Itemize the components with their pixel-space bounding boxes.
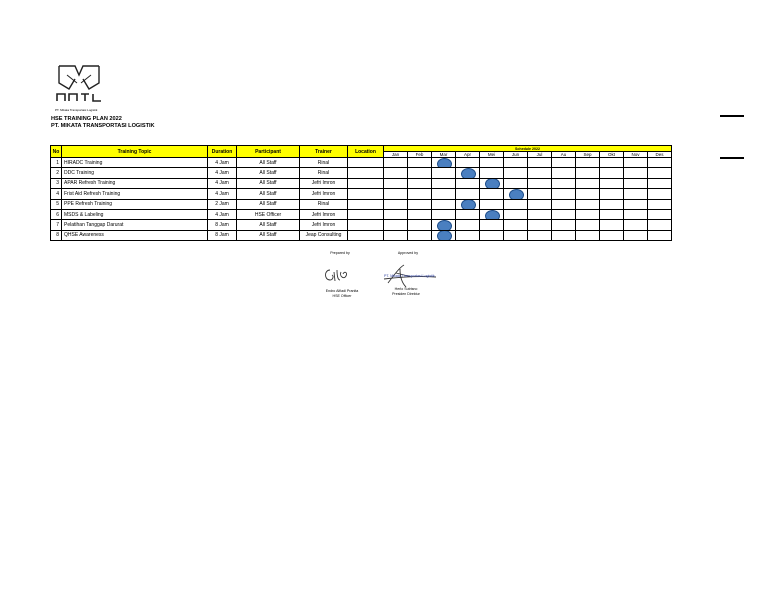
month-cell: [576, 178, 600, 188]
month-cell: [624, 220, 648, 230]
month-cell: [384, 220, 408, 230]
month-cell: [504, 168, 528, 178]
cell-no: 5: [51, 199, 62, 209]
month-cell: [528, 220, 552, 230]
month-cell: [456, 209, 480, 219]
cell-location: [348, 168, 384, 178]
month-cell: [408, 178, 432, 188]
month-cell: [480, 158, 504, 168]
page-edge-line: [720, 157, 744, 159]
table-row: [51, 199, 672, 209]
month-cell: [600, 189, 624, 199]
month-cell: [480, 230, 504, 240]
month-cell: [504, 220, 528, 230]
table-row: [51, 178, 672, 188]
table-row: [51, 168, 672, 178]
month-header: Nov: [624, 152, 648, 158]
schedule-marker: [437, 158, 452, 168]
month-cell: [552, 168, 576, 178]
month-cell: [552, 189, 576, 199]
cell-duration: 8 Jam: [208, 230, 237, 240]
schedule-marker: [437, 220, 452, 230]
month-cell: [456, 220, 480, 230]
month-cell: [648, 158, 672, 168]
month-cell: [576, 220, 600, 230]
cell-trainer: Jefri Imron: [300, 209, 348, 219]
schedule-marker: [509, 189, 524, 199]
schedule-marker: [461, 168, 476, 178]
schedule-marker: [461, 199, 476, 209]
cell-trainer: Jefri Imron: [300, 189, 348, 199]
month-cell: [384, 209, 408, 219]
month-cell: [408, 230, 432, 240]
month-header: Apr: [456, 152, 480, 158]
month-cell: [456, 230, 480, 240]
table-row: [51, 230, 672, 240]
company-logo: [55, 63, 103, 115]
month-cell: [648, 209, 672, 219]
approved-signatory: [366, 287, 446, 298]
month-cell: [456, 178, 480, 188]
month-cell: [528, 209, 552, 219]
month-header: Sep: [576, 152, 600, 158]
month-cell: [504, 158, 528, 168]
month-cell: [432, 220, 456, 230]
month-cell: [480, 178, 504, 188]
month-cell: [432, 230, 456, 240]
cell-topic: APAR Refresh Training: [62, 178, 208, 188]
month-cell: [600, 158, 624, 168]
cell-duration: 4 Jam: [208, 209, 237, 219]
month-cell: [624, 230, 648, 240]
month-cell: [384, 189, 408, 199]
month-cell: [576, 199, 600, 209]
cell-participant: All Staff: [237, 158, 300, 168]
cell-duration: 4 Jam: [208, 189, 237, 199]
month-cell: [600, 209, 624, 219]
cell-no: 4: [51, 189, 62, 199]
month-cell: [408, 158, 432, 168]
cell-location: [348, 209, 384, 219]
month-cell: [504, 178, 528, 188]
header-trainer: Trainer: [300, 146, 348, 158]
month-cell: [528, 230, 552, 240]
month-cell: [384, 168, 408, 178]
month-cell: [600, 220, 624, 230]
table-row: [51, 189, 672, 199]
month-cell: [384, 199, 408, 209]
month-cell: [576, 158, 600, 168]
header-schedule: Schedule 2022: [384, 146, 672, 152]
month-cell: [624, 199, 648, 209]
company-stamp-text: PT. Mikata Transportasi Logistik: [384, 274, 435, 278]
month-cell: [528, 178, 552, 188]
month-header: Mar: [432, 152, 456, 158]
month-cell: [648, 199, 672, 209]
month-cell: [408, 199, 432, 209]
cell-duration: 4 Jam: [208, 168, 237, 178]
month-cell: [552, 230, 576, 240]
month-cell: [648, 189, 672, 199]
month-cell: [648, 178, 672, 188]
header-location: Location: [348, 146, 384, 158]
logo-tagline: PT. Mikata Transportasi Logistik: [55, 108, 98, 112]
month-cell: [504, 230, 528, 240]
cell-no: 2: [51, 168, 62, 178]
cell-location: [348, 220, 384, 230]
cell-participant: All Staff: [237, 230, 300, 240]
month-cell: [552, 158, 576, 168]
month-cell: [432, 189, 456, 199]
month-cell: [624, 168, 648, 178]
month-cell: [432, 158, 456, 168]
month-cell: [480, 189, 504, 199]
month-cell: [456, 199, 480, 209]
cell-no: 6: [51, 209, 62, 219]
cell-trainer: Jefri Imron: [300, 178, 348, 188]
cell-topic: Frist Aid Refresh Training: [62, 189, 208, 199]
header-topic: Training Topic: [62, 146, 208, 158]
month-cell: [432, 178, 456, 188]
header-duration: Duration: [208, 146, 237, 158]
month-cell: [528, 199, 552, 209]
cell-duration: 2 Jam: [208, 199, 237, 209]
cell-trainer: Jefri Imron: [300, 220, 348, 230]
cell-no: 3: [51, 178, 62, 188]
cell-location: [348, 189, 384, 199]
company-logo-mark: [55, 63, 103, 109]
cell-duration: 4 Jam: [208, 158, 237, 168]
cell-no: 1: [51, 158, 62, 168]
month-cell: [480, 209, 504, 219]
cell-participant: All Staff: [237, 178, 300, 188]
document-header: [51, 116, 155, 130]
cell-trainer: Jeap Consulting: [300, 230, 348, 240]
month-cell: [624, 189, 648, 199]
month-cell: [504, 189, 528, 199]
cell-topic: PPE Refresh Training: [62, 199, 208, 209]
month-cell: [552, 220, 576, 230]
approved-role: Presiden Direktur: [392, 292, 420, 297]
cell-participant: All Staff: [237, 168, 300, 178]
month-cell: [648, 220, 672, 230]
month-cell: [576, 168, 600, 178]
month-cell: [552, 178, 576, 188]
table-row: [51, 158, 672, 168]
month-cell: [408, 189, 432, 199]
month-cell: [384, 178, 408, 188]
approved-signature-stamp: [370, 263, 442, 289]
page-edge-line: [720, 115, 744, 117]
month-cell: [624, 178, 648, 188]
month-cell: [600, 199, 624, 209]
month-cell: [432, 168, 456, 178]
month-cell: [456, 158, 480, 168]
document-title: HSE TRAINING PLAN 2022: [51, 116, 122, 122]
training-plan-table: [50, 145, 672, 241]
month-cell: [480, 199, 504, 209]
cell-participant: All Staff: [237, 220, 300, 230]
prepared-signature: [322, 264, 354, 286]
cell-trainer: Rinal: [300, 158, 348, 168]
company-name: PT. MIKATA TRANSPORTASI LOGISTIK: [51, 123, 155, 129]
schedule-marker: [485, 178, 500, 188]
month-cell: [480, 220, 504, 230]
month-cell: [408, 209, 432, 219]
month-cell: [408, 168, 432, 178]
month-cell: [600, 168, 624, 178]
prepared-name: Endro Alfiadi Pranita: [325, 289, 359, 293]
cell-no: 8: [51, 230, 62, 240]
month-cell: [576, 209, 600, 219]
month-cell: [648, 230, 672, 240]
month-header: Mei: [480, 152, 504, 158]
month-header: Feb: [408, 152, 432, 158]
table-row: [51, 220, 672, 230]
table-row: [51, 209, 672, 219]
cell-location: [348, 178, 384, 188]
cell-participant: HSE Officer: [237, 209, 300, 219]
cell-topic: DDC Training: [62, 168, 208, 178]
cell-location: [348, 199, 384, 209]
cell-duration: 8 Jam: [208, 220, 237, 230]
month-header: Des: [648, 152, 672, 158]
month-cell: [552, 199, 576, 209]
cell-trainer: Rinal: [300, 199, 348, 209]
header-no: No: [51, 146, 62, 158]
schedule-marker: [437, 230, 452, 240]
cell-location: [348, 230, 384, 240]
month-cell: [432, 199, 456, 209]
month-cell: [528, 168, 552, 178]
approved-by-label: Approved by: [397, 251, 419, 255]
month-cell: [456, 168, 480, 178]
cell-duration: 4 Jam: [208, 178, 237, 188]
cell-trainer: Rinal: [300, 168, 348, 178]
header-participant: Participant: [237, 146, 300, 158]
month-header: Jun: [504, 152, 528, 158]
month-cell: [528, 189, 552, 199]
month-cell: [408, 220, 432, 230]
month-cell: [648, 168, 672, 178]
cell-location: [348, 158, 384, 168]
cell-no: 7: [51, 220, 62, 230]
month-cell: [576, 189, 600, 199]
cell-participant: All Staff: [237, 199, 300, 209]
month-cell: [432, 209, 456, 219]
cell-topic: MSDS & Labeling: [62, 209, 208, 219]
prepared-by-label: Prepared by: [330, 251, 350, 255]
month-cell: [624, 209, 648, 219]
month-cell: [504, 199, 528, 209]
cell-topic: Pelatihan Tanggap Darurat: [62, 220, 208, 230]
month-cell: [384, 230, 408, 240]
month-cell: [576, 230, 600, 240]
month-cell: [480, 168, 504, 178]
month-cell: [528, 158, 552, 168]
cell-topic: QHSE Awareness: [62, 230, 208, 240]
cell-topic: HIRADC Training: [62, 158, 208, 168]
cell-participant: All Staff: [237, 189, 300, 199]
schedule-marker: [485, 210, 500, 220]
month-header: Jul: [528, 152, 552, 158]
month-header: Au: [552, 152, 576, 158]
month-cell: [504, 209, 528, 219]
month-header: Jan: [384, 152, 408, 158]
prepared-role: HSE Officer: [332, 294, 352, 299]
month-cell: [600, 178, 624, 188]
training-rows: [51, 158, 672, 241]
month-header: Okt: [600, 152, 624, 158]
month-cell: [552, 209, 576, 219]
approved-name: Herlo Sutrisno: [394, 287, 418, 291]
month-cell: [600, 230, 624, 240]
month-cell: [456, 189, 480, 199]
month-cell: [624, 158, 648, 168]
month-cell: [384, 158, 408, 168]
